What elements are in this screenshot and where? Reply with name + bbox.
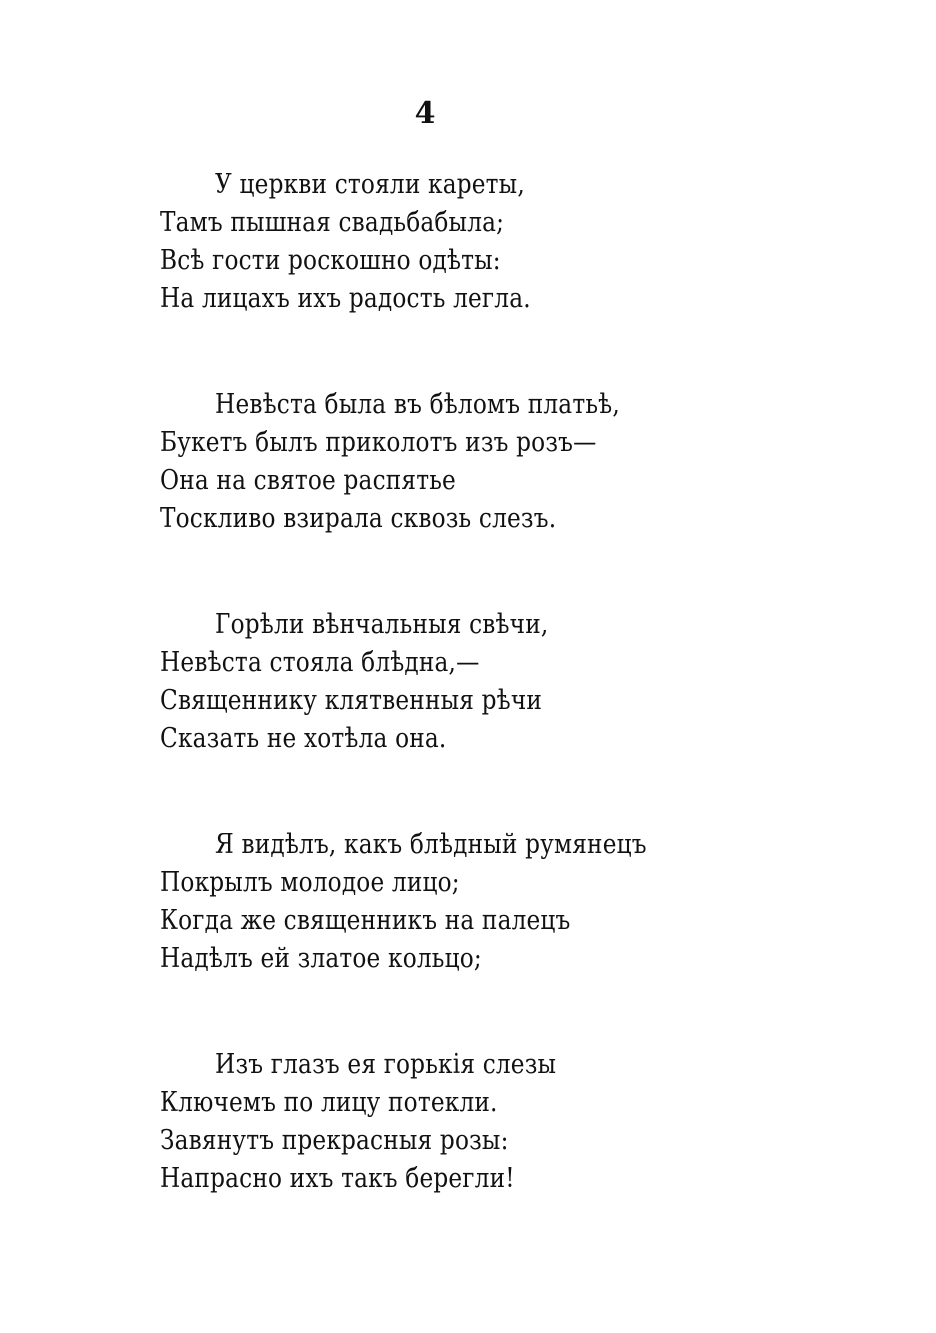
poem-line: Изъ глазъ ея горькія слезы xyxy=(215,1049,557,1080)
poem-line: Напрасно ихъ такъ берегли! xyxy=(160,1163,515,1194)
poem-line: Невѣста была въ бѣломъ платьѣ, xyxy=(215,389,620,420)
poem-line: Невѣста стояла блѣдна,— xyxy=(160,647,480,678)
stanza-4 xyxy=(160,826,860,978)
poem xyxy=(160,166,860,1266)
poem-line: У церкви стояли кареты, xyxy=(215,169,525,200)
stanza-5 xyxy=(160,1046,860,1198)
poem-line: Завянутъ прекрасныя розы: xyxy=(160,1125,509,1156)
poem-line: Тамъ пышная свадьбабыла; xyxy=(160,207,505,238)
poem-line: Всѣ гости роскошно одѣты: xyxy=(160,245,501,276)
poem-line: Священнику клятвенныя рѣчи xyxy=(160,685,543,716)
poem-line: Когда же священникъ на палецъ xyxy=(160,905,571,936)
poem-line: Надѣлъ ей златое кольцо; xyxy=(160,943,482,974)
poem-line: Горѣли вѣнчальныя свѣчи, xyxy=(215,609,549,640)
poem-line: На лицахъ ихъ радость легла. xyxy=(160,283,531,314)
poem-line: Она на святое распятье xyxy=(160,465,456,496)
stanza-2 xyxy=(160,386,860,538)
poem-line: Сказать не хотѣла она. xyxy=(160,723,447,754)
poem-line: Тоскливо взирала сквозь слезъ. xyxy=(160,503,557,534)
stanza-3 xyxy=(160,606,860,758)
poem-line: Ключемъ по лицу потекли. xyxy=(160,1087,498,1118)
page-number: 4 xyxy=(414,96,436,131)
poem-line: Покрылъ молодое лицо; xyxy=(160,867,460,898)
poem-line: Я видѣлъ, какъ блѣдный румянецъ xyxy=(215,829,647,860)
stanza-1 xyxy=(160,166,860,318)
poem-line: Букетъ былъ приколотъ изъ розъ— xyxy=(160,427,597,458)
